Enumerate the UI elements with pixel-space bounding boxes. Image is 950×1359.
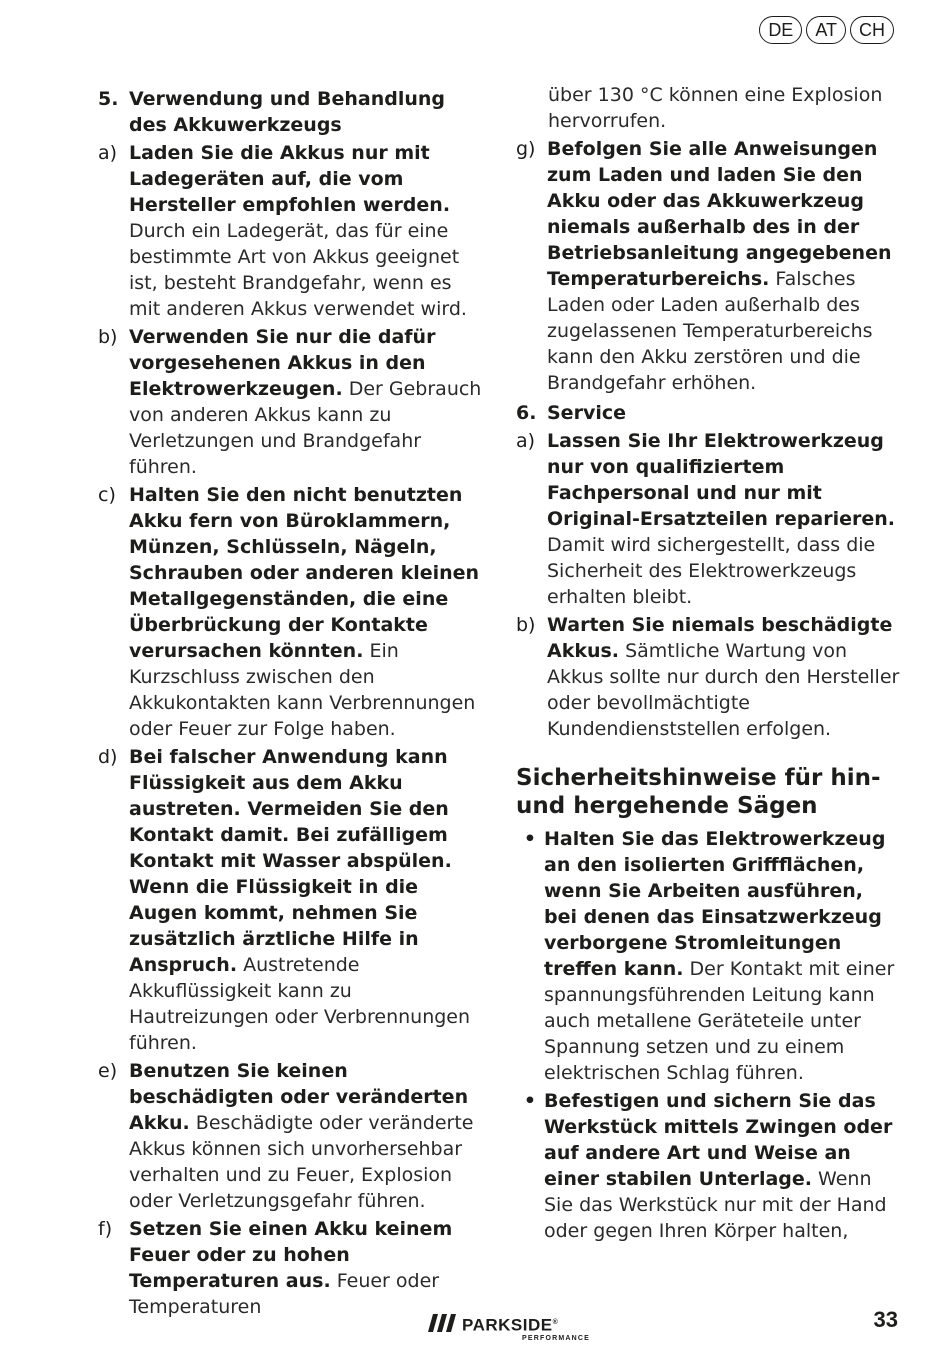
item-marker: b)	[98, 326, 118, 348]
item-bold-text: Befolgen Sie alle Anweisungen zum Laden und laden Sie den Akku oder das Akkuwerkzeug niemals außerhalb des in der Betriebsanleitung angegebenen Temperaturbereichs.	[547, 138, 892, 290]
section-title: Verwendung und Behandlung des Akkuwerkzeugs	[129, 88, 446, 136]
list-item-b	[98, 324, 483, 480]
bullet-item	[516, 826, 901, 1086]
item-marker: c)	[98, 484, 116, 506]
item-marker: b)	[516, 614, 536, 636]
item-bold-text: Verwenden Sie nur die dafür vorgesehenen Akkus in den Elektrowerkzeugen.	[129, 326, 436, 400]
section-6-heading	[516, 400, 901, 426]
item-text: Damit wird sichergestellt, dass die Sicherheit des Elektrowerkzeugs erhalten bleibt.	[547, 534, 876, 608]
item-bold-text: Halten Sie den nicht benutzten Akku fern von Büroklammern, Münzen, Schlüsseln, Nägeln, Schrauben oder anderen kleinen Metallgegenständen, die eine Überbrückung der Kontakte verursachen könnten.	[129, 484, 480, 662]
slash-stripes-icon	[428, 1314, 456, 1332]
registered-mark: ®	[552, 1319, 559, 1326]
bullet-item	[516, 1088, 901, 1244]
item-text: Beschädigte oder veränderte Akkus können sich unvorhersehbar verhalten und zu Feuer, Explosion oder Verletzungsgefahr führen.	[129, 1112, 474, 1212]
list-item-e	[98, 1058, 483, 1214]
list-item-a	[98, 140, 483, 322]
right-column	[516, 82, 901, 1246]
service-item-b	[516, 612, 901, 742]
item-marker: d)	[98, 746, 118, 768]
item-text: Falsches Laden oder Laden außerhalb des zugelassenen Temperaturbereichs kann den Akku zerstören und die Brandgefahr erhöhen.	[547, 268, 873, 394]
list-item-d	[98, 744, 483, 1056]
item-text: Feuer oder Temperaturen	[129, 1270, 440, 1318]
item-marker: f)	[98, 1218, 113, 1240]
item-text: Der Kontakt mit einer spannungsführenden Leitung kann auch metallene Geräteteile unter Spannung setzen und zu einem elektrischen Schlag führen.	[544, 958, 895, 1084]
section-title: Service	[547, 402, 626, 424]
parkside-logo	[428, 1314, 590, 1343]
item-marker: a)	[516, 430, 536, 452]
language-badge-at: AT	[806, 16, 846, 44]
item-text: Sämtliche Wartung von Akkus sollte nur durch den Hersteller oder bevollmächtigte Kundendienststellen erfolgen.	[547, 640, 900, 740]
left-column	[98, 82, 483, 1322]
bullet-marker: •	[523, 828, 537, 850]
item-bold-text: Benutzen Sie keinen beschädigten oder veränderten Akku.	[129, 1060, 469, 1134]
language-badge-de: DE	[759, 16, 802, 44]
item-bold-text: Lassen Sie Ihr Elektrowerkzeug nur von qualifiziertem Fachpersonal und nur mit Original-Ersatzteilen reparieren.	[547, 430, 895, 530]
item-text: Ein Kurzschluss zwischen den Akkukontakten kann Verbrennungen oder Feuer zur Folge haben.	[129, 640, 476, 740]
item-text: Austretende Akkuflüssigkeit kann zu Hautreizungen oder Verbrennungen führen.	[129, 954, 471, 1054]
list-item-c	[98, 482, 483, 742]
section-number: 6.	[516, 402, 537, 424]
saw-safety-heading: Sicherheitshinweise für hin- und hergehende Sägen	[516, 765, 881, 819]
section-number: 5.	[98, 88, 119, 110]
bullet-marker: •	[523, 1090, 537, 1112]
brand-subtitle: PERFORMANCE	[522, 1334, 591, 1342]
language-badge-ch: CH	[850, 16, 894, 44]
list-item-g	[516, 136, 901, 396]
continued-text: über 130 °C können eine Explosion hervorrufen.	[548, 84, 883, 132]
item-bold-text: Befestigen und sichern Sie das Werkstück mittels Zwingen oder auf andere Art und Weise an einer stabilen Unterlage.	[544, 1090, 893, 1190]
service-item-a	[516, 428, 901, 610]
brand-name: PARKSIDE	[462, 1315, 553, 1335]
section-5-heading	[98, 86, 483, 138]
page-number: 33	[873, 1307, 898, 1332]
item-marker: e)	[98, 1060, 118, 1082]
item-bold-text: Warten Sie niemals beschädigte Akkus.	[547, 614, 893, 662]
list-item-f	[98, 1216, 483, 1320]
item-text: Der Gebrauch von anderen Akkus kann zu Verletzungen und Brandgefahr führen.	[129, 378, 482, 478]
item-bold-text: Setzen Sie einen Akku keinem Feuer oder zu hohen Temperaturen aus.	[129, 1218, 453, 1292]
item-text: Durch ein Ladegerät, das für eine bestimmte Art von Akkus geeignet ist, besteht Brandgefahr, wenn es mit anderen Akkus verwendet wird.	[129, 220, 467, 320]
language-badges	[759, 16, 894, 44]
item-bold-text: Bei falscher Anwendung kann Flüssigkeit aus dem Akku austreten. Vermeiden Sie den Kontakt damit. Bei zufälligem Kontakt mit Wasser abspülen. Wenn die Flüssigkeit in die Augen kommt, nehmen Sie zusätzlich ärztliche Hilfe in Anspruch.	[129, 746, 452, 976]
item-bold-text: Halten Sie das Elektrowerkzeug an den isolierten Griffflächen, wenn Sie Arbeiten ausführen, bei denen das Einsatzwerkzeug verborgene Stromleitungen treffen kann.	[544, 828, 886, 980]
item-bold-text: Laden Sie die Akkus nur mit Ladegeräten auf, die vom Hersteller empfohlen werden.	[129, 142, 451, 216]
item-text: Wenn Sie das Werkstück nur mit der Hand oder gegen Ihren Körper halten,	[544, 1168, 887, 1242]
item-marker: a)	[98, 142, 118, 164]
item-marker: g)	[516, 138, 536, 160]
